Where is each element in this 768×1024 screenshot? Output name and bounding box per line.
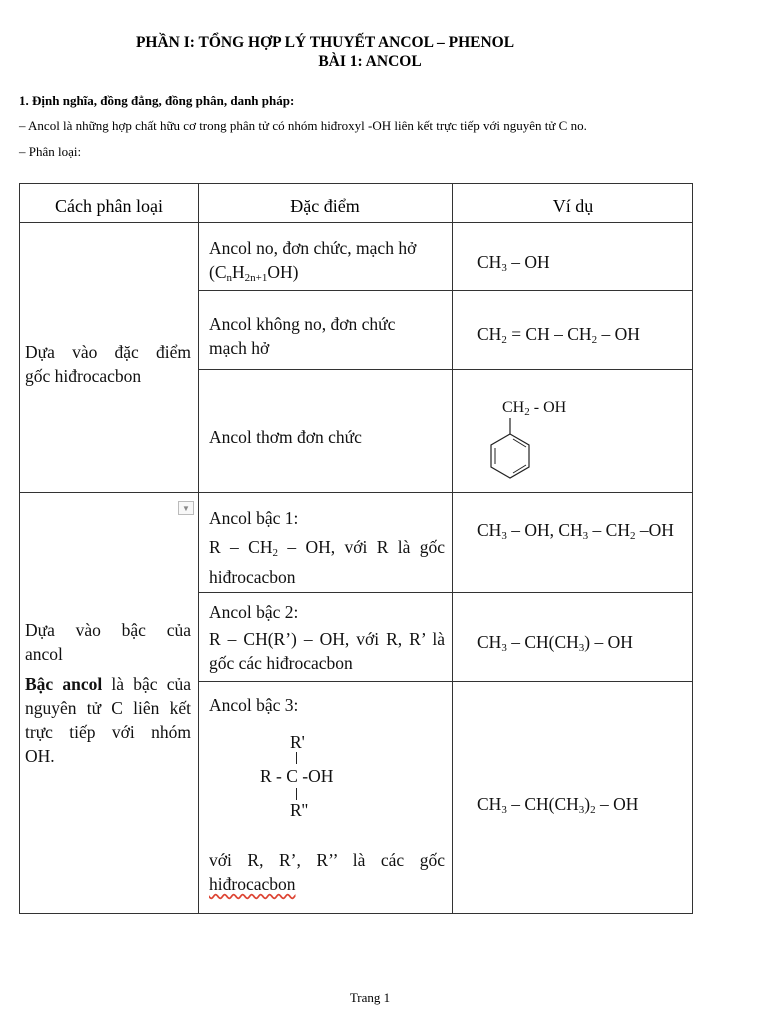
row-4-feature: Ancol bậc 1: R – $CH_2$ – OH, với R là gốc hiđrocacbon <box>209 508 445 587</box>
row-divider <box>198 290 692 291</box>
title-line-1: PHẦN I: TỔNG HỢP LÝ THUYẾT ANCOL – PHENOL <box>135 34 515 51</box>
row-divider <box>20 492 692 493</box>
row-2-feature: Ancol không no, đơn chức mạch hở <box>209 314 396 358</box>
bond-line <box>296 752 297 764</box>
column-divider <box>198 184 199 913</box>
benzyl-group-label: $CH_2$ - OH <box>502 399 567 418</box>
row-divider <box>198 592 692 593</box>
group-1-label: Dựa vào đặc điểm gốc hiđrocacbon <box>25 342 191 386</box>
row-6-note: với R, R’, R’’ là các gốc hiđrocacbon <box>209 850 445 894</box>
classification-table <box>19 183 693 914</box>
row-5-feature: Ancol bậc 2: R – CH(R’) – OH, với R, R’ là gốc các hiđrocacbon <box>209 602 445 673</box>
formula-bottom: R'' <box>290 800 308 820</box>
tertiary-alcohol-structure <box>256 730 376 830</box>
title-line-2: BÀI 1: ANCOL <box>318 53 422 70</box>
header-example: Ví dụ <box>552 196 594 216</box>
formula-top: R' <box>290 732 305 752</box>
row-divider <box>198 369 692 370</box>
classification-label: – Phân loại: <box>19 144 82 159</box>
row-divider <box>20 222 692 223</box>
row-2-example: $CH_2$ = CH – $CH_2$ – OH <box>477 324 640 346</box>
row-3-feature: Ancol thơm đơn chức <box>209 427 362 447</box>
row-4-example: $CH_3$ – OH, $CH_3 - CH_2$ –OH <box>477 520 674 542</box>
row-6-example: $CH_3 - CH(CH_3)_2$ – OH <box>477 794 639 816</box>
benzyl-alcohol-structure <box>480 394 600 484</box>
row-1-example: $CH_3$ – OH <box>477 252 550 274</box>
row-6-feature: Ancol bậc 3: <box>209 695 299 715</box>
formula-middle: R - C -OH <box>260 766 334 786</box>
page-footer: Trang 1 <box>349 990 391 1005</box>
group-2-label: Dựa vào bậc của ancol Bậc ancol là bậc của nguyên tử C liên kết trực tiếp với nhóm OH. <box>25 620 191 766</box>
benzene-ring-icon <box>480 394 550 484</box>
row-5-example: $CH_3 - CH(CH_3)$ – OH <box>477 632 633 654</box>
definition-text: – Ancol là những hợp chất hữu cơ trong phân tử có nhóm hiđroxyl -OH liên kết trực tiếp với nguyên tử C no. <box>19 118 587 133</box>
column-divider <box>452 184 453 913</box>
row-1-feature: Ancol no, đơn chức, mạch hở $(C_nH_{2n+1}OH)$ <box>209 238 417 284</box>
header-classification: Cách phân loại <box>55 196 163 216</box>
dropdown-toggle[interactable]: ▼ <box>178 501 194 515</box>
section-heading: 1. Định nghĩa, đồng đẳng, đồng phân, danh pháp: <box>19 93 295 108</box>
header-feature: Đặc điểm <box>290 196 360 216</box>
row-divider <box>198 681 692 682</box>
